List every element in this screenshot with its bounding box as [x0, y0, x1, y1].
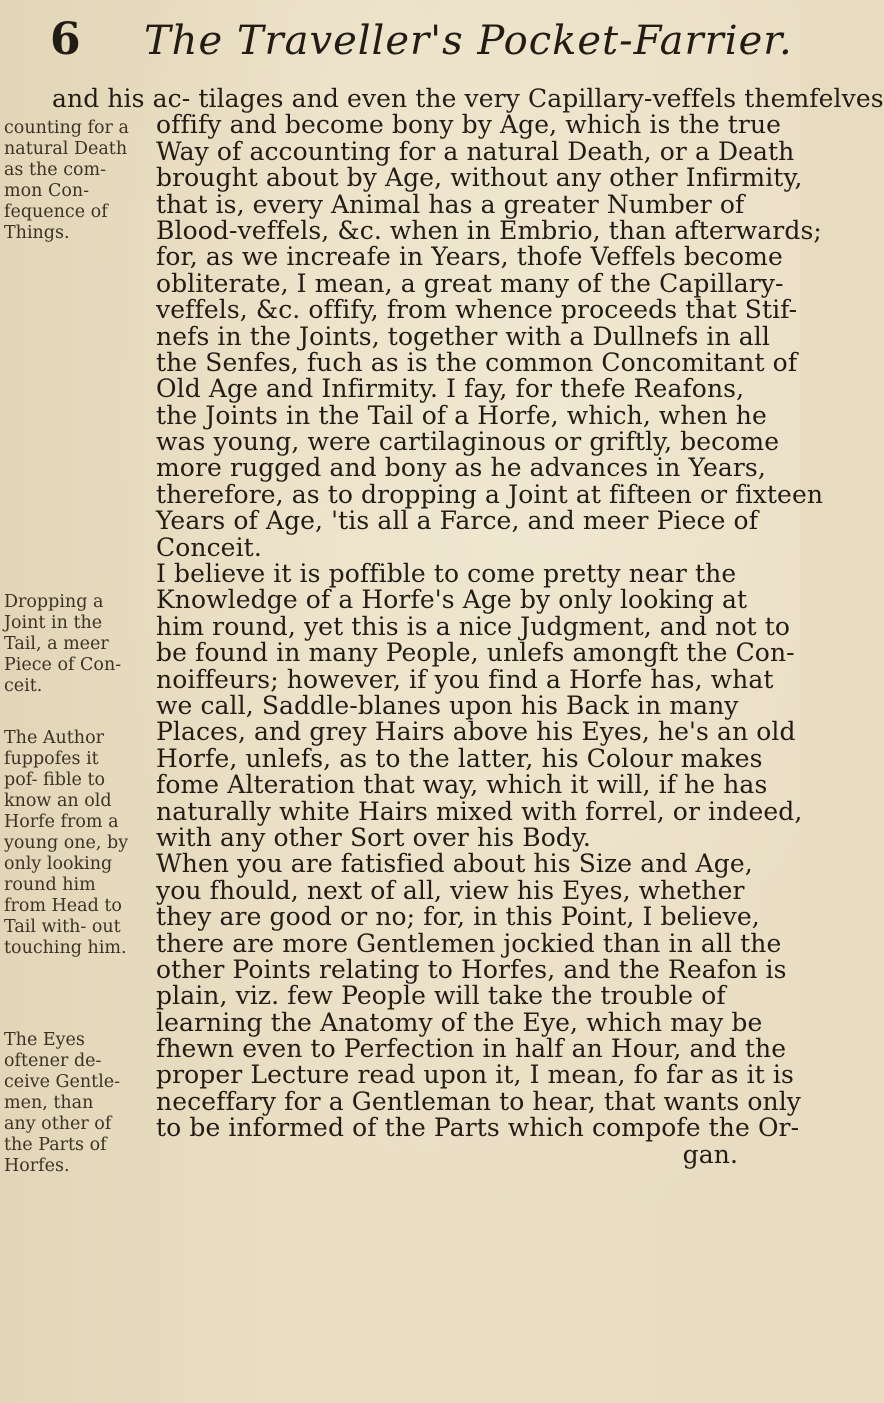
text-line: proper Lecture read upon it, I mean, fo far as it is: [156, 1060, 794, 1090]
text-line: Years of Age, 'tis all a Farce, and meer Piece of: [156, 506, 759, 536]
text-line: for, as we increafe in Years, thofe Veffels become: [156, 242, 783, 272]
text-line: naturally white Hairs mixed with forrel, or indeed,: [156, 796, 803, 826]
text-line: there are more Gentlemen jockied than in all the: [156, 928, 782, 958]
text-line: veffels, &c. offify, from whence proceeds that Stif-: [156, 295, 798, 325]
text-line: therefore, as to dropping a Joint at fifteen or fixteen: [156, 479, 824, 509]
text-line: Horfe, unlefs, as to the latter, his Colour makes: [156, 743, 763, 773]
text-line: we call, Saddle-blanes upon his Back in many: [156, 690, 739, 720]
body-text: [52, 84, 884, 1169]
text-line: I believe it is poffible to come pretty near the: [156, 559, 737, 589]
text-line: When you are fatisfied about his Size and Age,: [156, 849, 753, 879]
text-line: him round, yet this is a nice Judgment, and not to: [156, 611, 791, 641]
text-line: plain, viz. few People will take the trouble of: [156, 981, 726, 1011]
text-line: fhewn even to Perfection in half an Hour, and the: [156, 1034, 787, 1064]
text-line: more rugged and bony as he advances in Years,: [156, 453, 766, 483]
text-line: neceffary for a Gentleman to hear, that wants only: [156, 1086, 802, 1116]
text-line: brought about by Age, without any other Infirmity,: [156, 163, 803, 193]
text-line: learning the Anatomy of the Eye, which may be: [156, 1007, 763, 1037]
text-line: Conceit.: [156, 532, 262, 562]
text-line: noiffeurs; however, if you find a Horfe has, what: [156, 664, 774, 694]
running-title: The Traveller's Pocket-Farrier.: [144, 18, 793, 64]
text-line: that is, every Animal has a greater Number of: [156, 189, 745, 219]
margin-note-eyes: The Eyes oftener de- ceive Gentle- men, than any other of the Parts of Horfes.: [4, 1030, 121, 1176]
catchword: gan.: [682, 1139, 738, 1169]
text-line: nefs in the Joints, together with a Dullnefs in all: [156, 321, 770, 351]
text-line: other Points relating to Horfes, and the Reafon is: [156, 954, 787, 984]
page-header: [24, 12, 793, 76]
margin-note-dropping: Dropping a Joint in the Tail, a meer Piece of Con- ceit.: [4, 592, 122, 696]
text-line: you fhould, next of all, view his Eyes, whether: [156, 875, 745, 905]
text-line: the Senfes, fuch as is the common Concomitant of: [156, 347, 798, 377]
text-line: with any other Sort over his Body.: [156, 822, 591, 852]
text-line: Old Age and Infirmity. I fay, for thefe Reafons,: [156, 374, 745, 404]
text-line: be found in many People, unlefs amongft the Con-: [156, 638, 795, 668]
text-line: obliterate, I mean, a great many of the Capillary-: [156, 268, 784, 298]
text-line: was young, were cartilaginous or griftly, become: [156, 427, 780, 457]
text-line: Blood-veffels, &c. when in Embrio, than afterwards;: [156, 215, 822, 245]
margin-note-counting: counting for a natural Death as the com- mon Con- fequence of Things.: [4, 118, 129, 243]
page-number: 6: [50, 14, 81, 65]
margin-note-author: The Author fuppofes it pof- fible to know an old Horfe from a young one, by only looking round him from Head to Tail with- out touching him.: [4, 728, 129, 958]
text-line: and his ac- tilages and even the very Capillary-veffels themfelves: [52, 84, 884, 113]
text-line: fome Alteration that way, which it will, if he has: [156, 770, 768, 800]
text-line: Knowledge of a Horfe's Age by only looking at: [156, 585, 748, 615]
text-line: they are good or no; for, in this Point, I believe,: [156, 902, 760, 932]
text-line: offify and become bony by Age, which is the true: [156, 110, 782, 140]
text-line: the Joints in the Tail of a Horfe, which, when he: [156, 400, 767, 430]
text-line: to be informed of the Parts which compofe the Or-: [156, 1113, 800, 1143]
text-line: Way of accounting for a natural Death, or a Death: [156, 136, 795, 166]
text-line: Places, and grey Hairs above his Eyes, he's an old: [156, 717, 796, 747]
